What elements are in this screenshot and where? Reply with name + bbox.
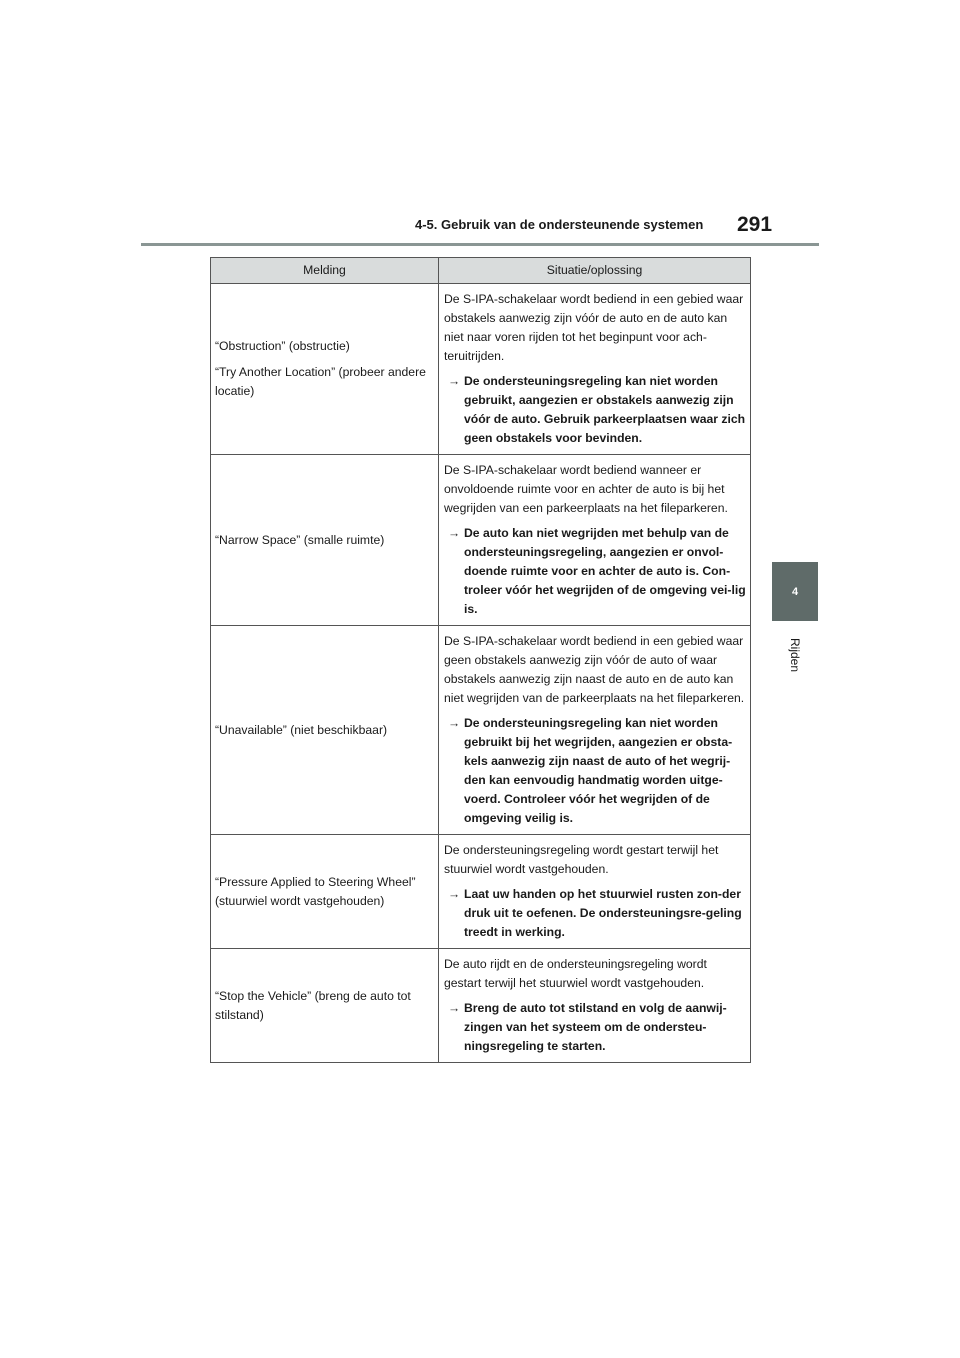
message-text: “Unavailable” (niet beschikbaar) (215, 722, 388, 737)
situation-cell (439, 626, 751, 835)
arrow-icon: → (448, 716, 461, 730)
solution-text: De auto kan niet wegrijden met behulp van de ondersteuningsregeling, aangezien er onvol-doende ruimte voor en achter de auto is. Con-troleer vóór het wegrijden of de omgeving vei-lig is. (464, 526, 746, 616)
message-table (210, 257, 751, 1063)
table-row (211, 284, 751, 455)
situation-text: De S-IPA-schakelaar wordt bediend in een gebied waar geen obstakels aanwezig zijn vóór de auto of waar obstakels aanwezig zijn naast de auto en de auto kan niet wegrijden van de parkeerplaats na het fileparkeren. (444, 634, 745, 705)
message-cell (211, 284, 439, 455)
solution (444, 885, 746, 942)
message-text: “Narrow Space” (smalle ruimte) (215, 532, 385, 547)
solution (444, 524, 746, 619)
page-number: 291 (737, 213, 773, 236)
solution (444, 999, 746, 1056)
situation-text: De auto rijdt en de ondersteuningsregeling wordt gestart terwijl het stuurwiel wordt vastgehouden. (444, 957, 707, 990)
header-divider (141, 243, 819, 246)
situation-cell (439, 455, 751, 626)
message-cell (211, 626, 439, 835)
arrow-icon: → (448, 1001, 461, 1015)
solution-text: Laat uw handen op het stuurwiel rusten zon-der druk uit te oefenen. De ondersteuningsre-geling treedt in werking. (464, 887, 742, 939)
solution (444, 372, 746, 448)
message-text: “Stop the Vehicle” (breng de auto tot stilstand) (215, 988, 411, 1022)
table-row (211, 949, 751, 1063)
message-text: “Pressure Applied to Steering Wheel” (stuurwiel wordt vastgehouden) (215, 874, 416, 908)
situation-cell (439, 949, 751, 1063)
situation-text: De ondersteuningsregeling wordt gestart terwijl het stuurwiel wordt vastgehouden. (444, 843, 719, 876)
chapter-label-container (772, 625, 818, 685)
chapter-number: 4 (791, 585, 799, 598)
situation-text: De S-IPA-schakelaar wordt bediend in een gebied waar obstakels aanwezig zijn vóór de auto en de auto kan niet naar voren rijden tot het beginpunt voor ach-teruitrijden. (444, 292, 744, 363)
column-header-message: Melding (211, 258, 439, 284)
message-cell (211, 949, 439, 1063)
table-header-row (211, 258, 751, 284)
solution-text: De ondersteuningsregeling kan niet worden gebruikt bij het wegrijden, aangezien er obsta-kels aanwezig zijn naast de auto of het wegrij-den kan eenvoudig handmatig worden uitge-voerd. Controleer vóór het wegrijden of de omgeving veilig is. (464, 716, 733, 825)
table-row (211, 835, 751, 949)
solution-text: Breng de auto tot stilstand en volg de aanwij-zingen van het systeem om de ondersteu-ningsregeling te starten. (464, 1001, 727, 1053)
message-cell (211, 835, 439, 949)
message-cell (211, 455, 439, 626)
message-text: “Obstruction” (obstructie) (215, 339, 350, 353)
section-title: 4-5. Gebruik van de ondersteunende systemen (415, 217, 704, 232)
situation-cell (439, 284, 751, 455)
chapter-tab (772, 562, 818, 621)
table-row (211, 626, 751, 835)
situation-cell (439, 835, 751, 949)
table-row (211, 455, 751, 626)
solution (444, 714, 746, 828)
column-header-situation: Situatie/oplossing (439, 258, 751, 284)
arrow-icon: → (448, 526, 461, 540)
message-text: “Try Another Location” (probeer andere locatie) (215, 365, 426, 398)
arrow-icon: → (448, 374, 461, 388)
chapter-label: Rijden (788, 637, 802, 673)
situation-text: De S-IPA-schakelaar wordt bediend wanneer er onvoldoende ruimte voor en achter de auto is bij het wegrijden van een parkeerplaats na het fileparkeren. (444, 463, 728, 515)
solution-text: De ondersteuningsregeling kan niet worden gebruikt, aangezien er obstakels aanwezig zijn vóór de auto. Gebruik parkeerplaatsen waar zich geen obstakels voor bevinden. (464, 374, 746, 445)
arrow-icon: → (448, 887, 461, 901)
